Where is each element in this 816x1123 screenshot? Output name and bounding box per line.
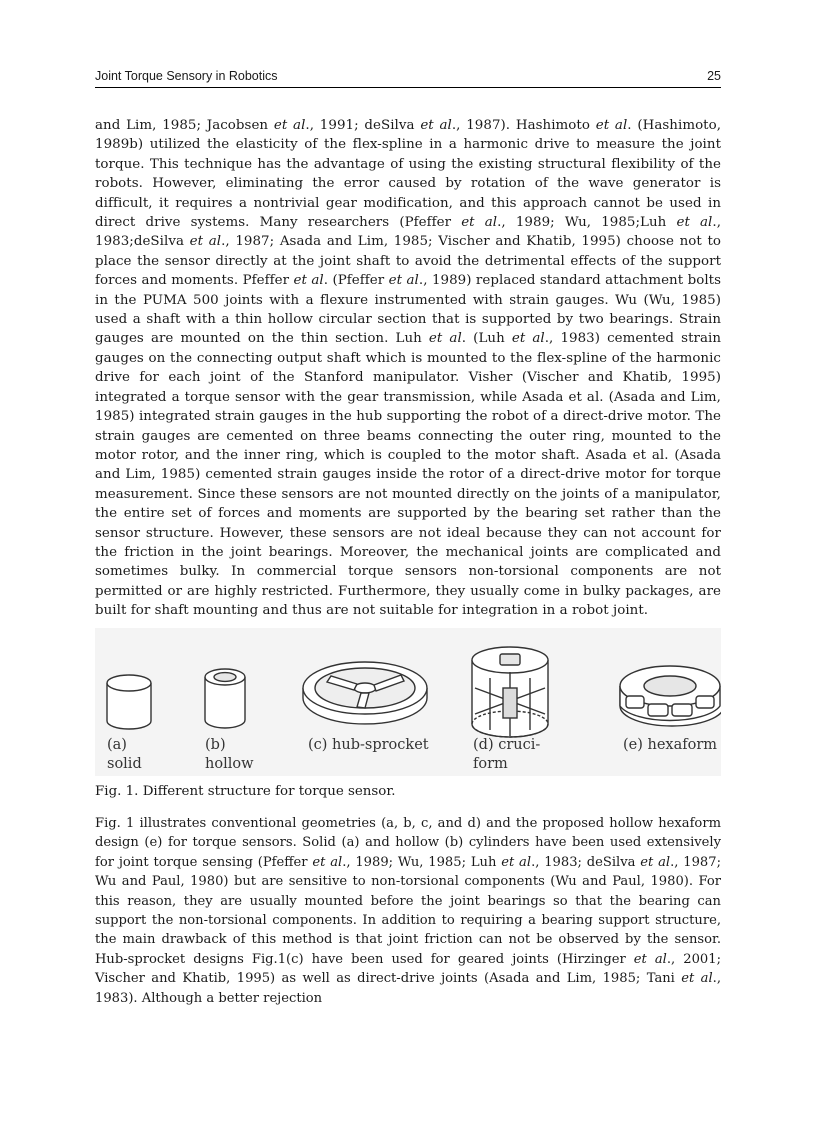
figure-caption: Fig. 1. Different structure for torque sensor. bbox=[95, 784, 396, 799]
italic-run: et al bbox=[273, 118, 306, 133]
figure-label-a: (a) solid bbox=[107, 737, 142, 772]
running-header-title: Joint Torque Sensory in Robotics bbox=[95, 69, 278, 83]
figure-label-e: (e) hexaform bbox=[623, 737, 718, 753]
body-paragraph-2: Fig. 1 illustrates conventional geometries (a, b, c, and d) and the proposed hollow hexaform design (e) for torque sensors. Solid (a) and hollow (b) cylinders have been used extensively for joint torque sensing (Pfeffer et al., 1989; Wu, 1985; Luh et al., 1983; deSilva et al., 1987; Wu and Paul, 1980) but are sensitive to non-torsional components (Wu and Paul, 1980). For this reason, they are usually mounted before the joint bearings so that the bearing can support the non-torsional components. In addition to requiring a bearing support structure, the main drawback of this method is that joint friction can not be observed by the sensor. Hub-sprocket designs Fig.1(c) have been used for geared joints (Hirzinger et al., 2001; Vischer and Khatib, 1995) as well as direct-drive joints (Asada and Lim, 1985; Tani et al., 1983). Although a better rejection bbox=[95, 816, 722, 1006]
hexaform-drawing bbox=[620, 666, 721, 726]
italic-run: et al bbox=[511, 331, 545, 347]
cruciform-drawing bbox=[472, 647, 548, 737]
solid-cylinder-drawing bbox=[107, 675, 151, 729]
italic-run: et al bbox=[388, 273, 419, 289]
body-paragraph-1: and Lim, 1985; Jacobsen et al., 1991; deSilva et al., 1987). Hashimoto et al. (Hashimoto, 1989b) utilized the elasticity of the flex-spline in a harmonic drive to measure the joint torque. This technique has the advantage of using the existing structural flexibility of the robots. However, eliminating the error caused by rotation of the wave generator is difficult, it requires a nontrivial gear modification, and this approach cannot be used in direct drive systems. Many researchers (Pfeffer et al., 1989; Wu, 1985;Luh et al., 1983;deSilva et al., 1987; Asada and Lim, 1985; Vischer and Khatib, 1995) choose not to place the sensor directly at the joint shaft to avoid the detrimental effects of the support forces and moments. Pfeffer et al. (Pfeffer et al., 1989) replaced standard attachment bolts in the PUMA 500 joints with a flexure instrumented with strain gauges. Wu (Wu, 1985) used a shaft with a thin hollow circular section that is supported by two bearings. Strain gauges are mounted on the thin section. Luh et al. (Luh et al., 1983) cemented strain gauges on the connecting output shaft which is mounted to the flex-spline of the harmonic drive for each joint of the Stanford manipulator. Visher (Vischer and Khatib, 1995) integrated a torque sensor with the gear transmission, while Asada et al. (Asada and Lim, 1985) integrated strain gauges in the hub supporting the robot of a direct-drive motor. The strain gauges are cemented on three beams connecting the outer ring, mounted to the motor rotor, and the inner ring, which is coupled to the motor shaft. Asada et al. (Asada and Lim, 1985) cemented strain gauges inside the rotor of a direct-drive motor for torque measurement. Since these sensors are not mounted directly on the joints of a manipulator, the entire set of forces and moments are supported by the bearing set rather than the sensor structure. However, these sensors are not ideal because they can not account for the friction in the joint bearings. Moreover, the mechanical joints are complicated and sometimes bulky. In commercial torque sensors non-torsional components are not permitted or are highly restricted. Furthermore, they usually come in bulky packages, are built for shaft mounting and thus are not suitable for integration in a robot joint. bbox=[95, 118, 722, 619]
italic-run: et al bbox=[420, 118, 452, 133]
hub-sprocket-drawing bbox=[303, 662, 427, 724]
italic-run: et al bbox=[595, 118, 628, 133]
figure-label-c: (c) hub-sprocket bbox=[308, 737, 429, 753]
italic-run: et al bbox=[501, 854, 532, 870]
page-number: 25 bbox=[707, 69, 721, 83]
italic-run: et al bbox=[461, 215, 498, 231]
hollow-cylinder-drawing bbox=[205, 669, 245, 728]
italic-run: et al bbox=[633, 951, 667, 967]
italic-run: et al bbox=[293, 273, 324, 289]
italic-run: et al bbox=[681, 971, 713, 987]
italic-run: et al bbox=[676, 215, 713, 231]
italic-run: et al bbox=[189, 234, 222, 250]
running-header bbox=[95, 69, 721, 87]
header-rule bbox=[95, 87, 721, 88]
figure-label-d: (d) cruci- form bbox=[473, 737, 541, 772]
figure-label-b: (b) hollow bbox=[205, 737, 254, 772]
italic-run: et al bbox=[640, 854, 671, 870]
figure-1 bbox=[95, 628, 721, 776]
italic-run: et al bbox=[428, 331, 462, 347]
italic-run: et al bbox=[312, 854, 343, 870]
